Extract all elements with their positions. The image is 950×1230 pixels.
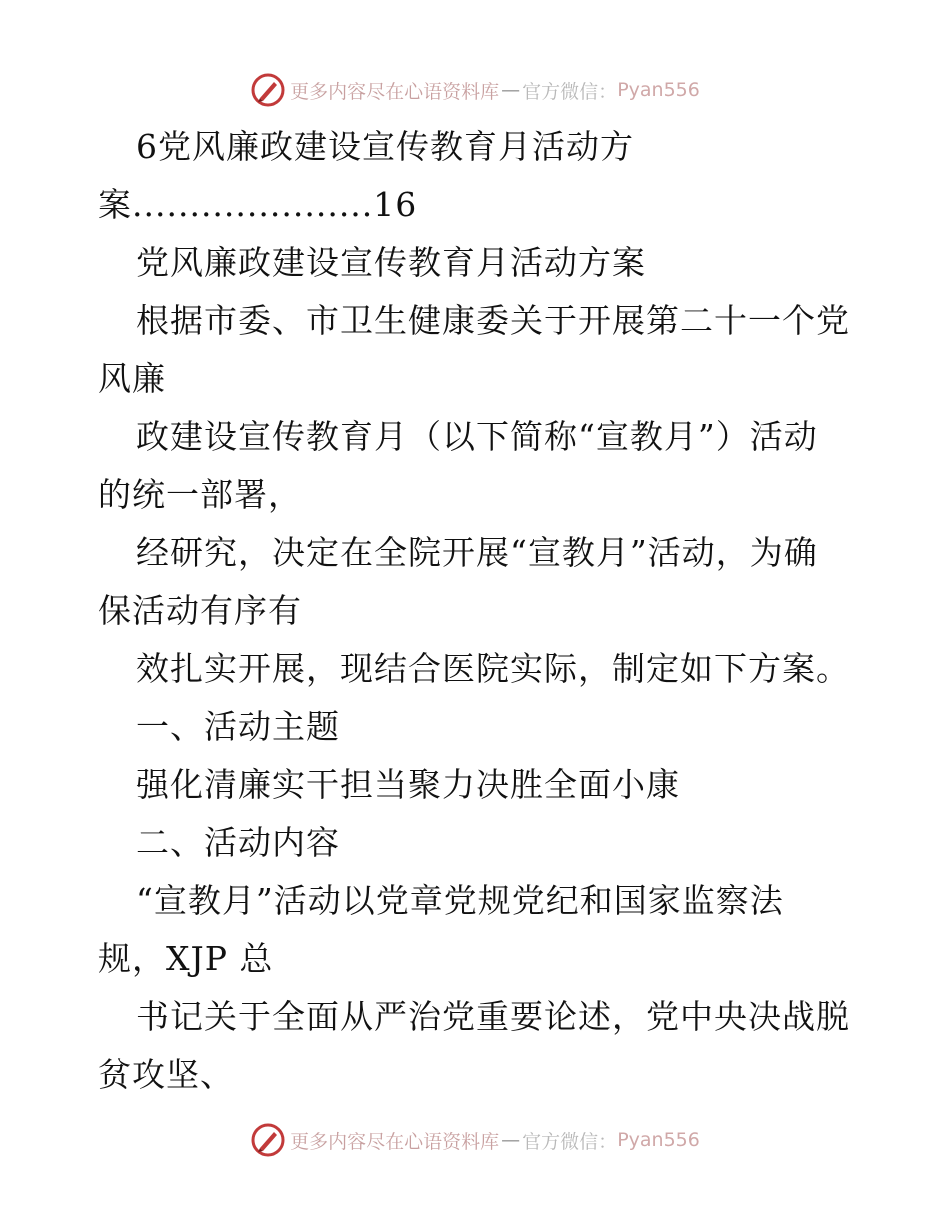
text-line: 案.....................16 <box>98 185 418 224</box>
text-line: 根据市委、市卫生健康委关于开展第二十一个党 <box>136 301 850 340</box>
pen-logo-icon <box>250 1122 286 1158</box>
watermark-label: 官方微信： <box>522 1130 618 1153</box>
text-line: 效扎实开展，现结合医院实际，制定如下方案。 <box>136 649 850 688</box>
footer-watermark <box>0 1118 950 1162</box>
text-line: 贫攻坚、 <box>98 1055 234 1094</box>
document-body <box>98 118 858 1104</box>
watermark-brand: 更多内容尽在心语资料库 <box>290 80 500 103</box>
text-line: 书记关于全面从严治党重要论述，党中央决战脱 <box>136 997 850 1036</box>
header-watermark <box>0 68 950 112</box>
text-line: 强化清廉实干担当聚力决胜全面小康 <box>136 765 680 804</box>
text-line: 一、活动主题 <box>136 707 340 746</box>
text-line: 保活动有序有 <box>98 591 302 630</box>
text-line: 的统一部署， <box>98 475 302 514</box>
watermark-brand: 更多内容尽在心语资料库 <box>290 1130 500 1153</box>
text-line: “宣教月”活动以党章党规党纪和国家监察法 <box>136 881 784 920</box>
text-line: 党风廉政建设宣传教育月活动方案 <box>136 243 646 282</box>
watermark-id: Pyan556 <box>617 1129 700 1151</box>
text-line: 经研究，决定在全院开展“宣教月”活动，为确 <box>136 533 818 572</box>
pen-logo-icon <box>250 72 286 108</box>
text-line: 政建设宣传教育月（以下简称“宣教月”）活动 <box>136 417 818 456</box>
text-line: 二、活动内容 <box>136 823 340 862</box>
text-line: 风廉 <box>98 359 166 398</box>
watermark-dash: — <box>501 1129 521 1151</box>
text-line: 规，XJP 总 <box>98 939 274 978</box>
text-line: 6党风廉政建设宣传教育月活动方 <box>136 127 634 166</box>
watermark-label: 官方微信： <box>522 80 618 103</box>
watermark-dash: — <box>501 79 521 101</box>
watermark-id: Pyan556 <box>617 79 700 101</box>
